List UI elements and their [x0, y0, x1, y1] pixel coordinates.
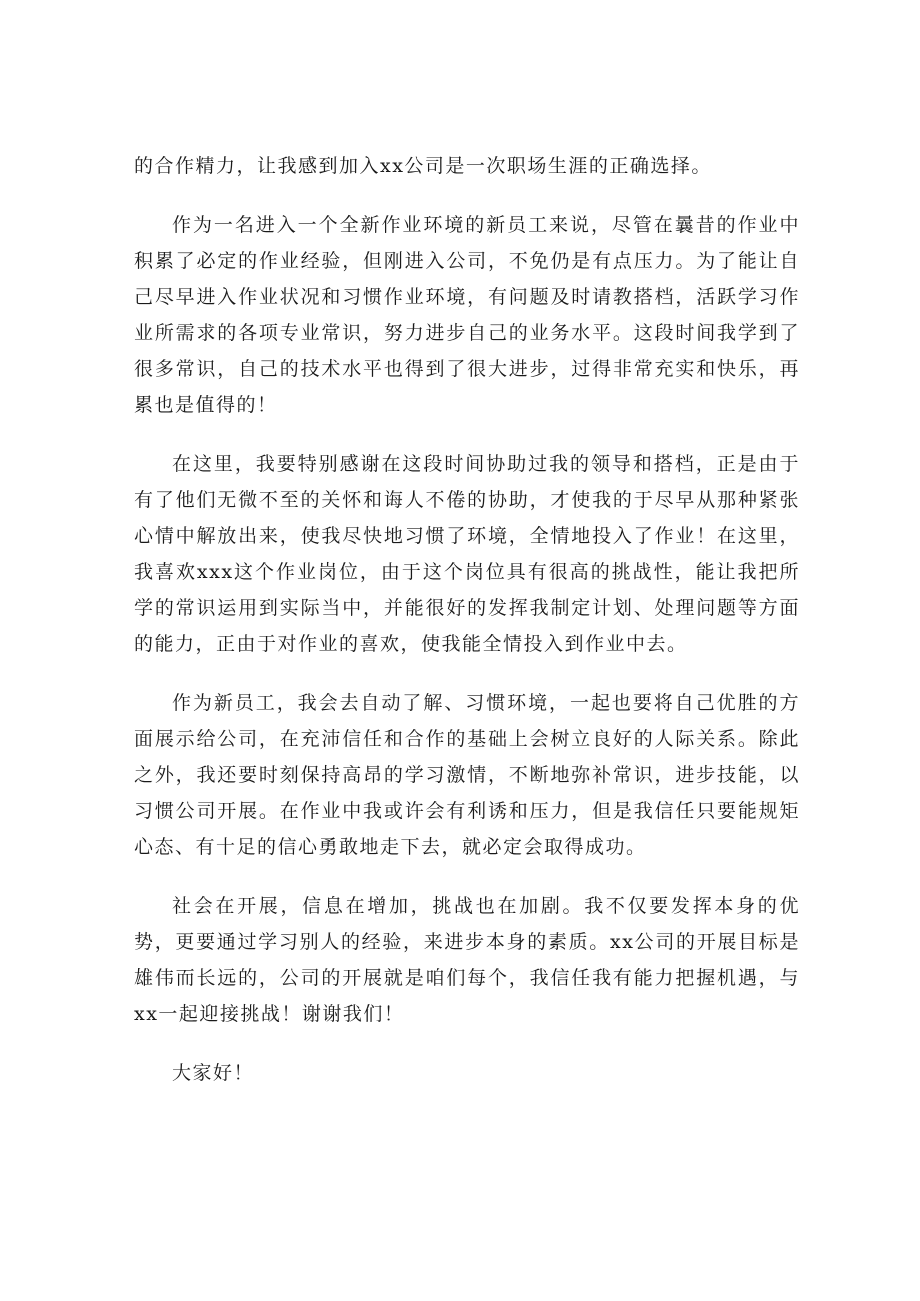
paragraph-challenge: 社会在开展，信息在增加，挑战也在加剧。我不仅要发挥本身的优势，更要通过学习别人的经验，来进步本身的素质。xx公司的开展目标是雄伟而长远的，公司的开展就是咱们每个，我信任我有能力把握机遇，与xx一起迎接挑战！谢谢我们！	[134, 895, 800, 1025]
paragraph-greeting: 大家好！	[172, 1062, 255, 1084]
document-body	[134, 148, 800, 1091]
paragraph-thanks: 在这里，我要特别感谢在这段时间协助过我的领导和搭档，正是由于有了他们无微不至的关怀和诲人不倦的协助，才使我的于尽早从那种紧张心情中解放出来，使我尽快地习惯了环境，全情地投入了作业！在这里，我喜欢xxx这个作业岗位，由于这个岗位具有很高的挑战性，能让我把所学的常识运用到实际当中，并能很好的发挥我制定计划、处理问题等方面的能力，正由于对作业的喜欢，使我能全情投入到作业中去。	[134, 453, 800, 655]
paragraph-adaptation: 作为新员工，我会去自动了解、习惯环境，一起也要将自己优胜的方面展示给公司，在充沛信任和合作的基础上会树立良好的人际关系。除此之外，我还要时刻保持高昂的学习激情，不断地弥补常识，进步技能，以习惯公司开展。在作业中我或许会有利诱和压力，但是我信任只要能规矩心态、有十足的信心勇敢地走下去，就必定会取得成功。	[134, 692, 800, 858]
paragraph-new-employee-pressure: 作为一名进入一个全新作业环境的新员工来说，尽管在曩昔的作业中积累了必定的作业经验，但刚进入公司，不免仍是有点压力。为了能让自己尽早进入作业状况和习惯作业环境，有问题及时请教搭档，活跃学习作业所需求的各项专业常识，努力进步自己的业务水平。这段时间我学到了很多常识，自己的技术水平也得到了很大进步，过得非常充实和快乐，再累也是值得的！	[134, 214, 800, 416]
paragraph-continuation: 的合作精力，让我感到加入xx公司是一次职场生涯的正确选择。	[134, 155, 712, 177]
